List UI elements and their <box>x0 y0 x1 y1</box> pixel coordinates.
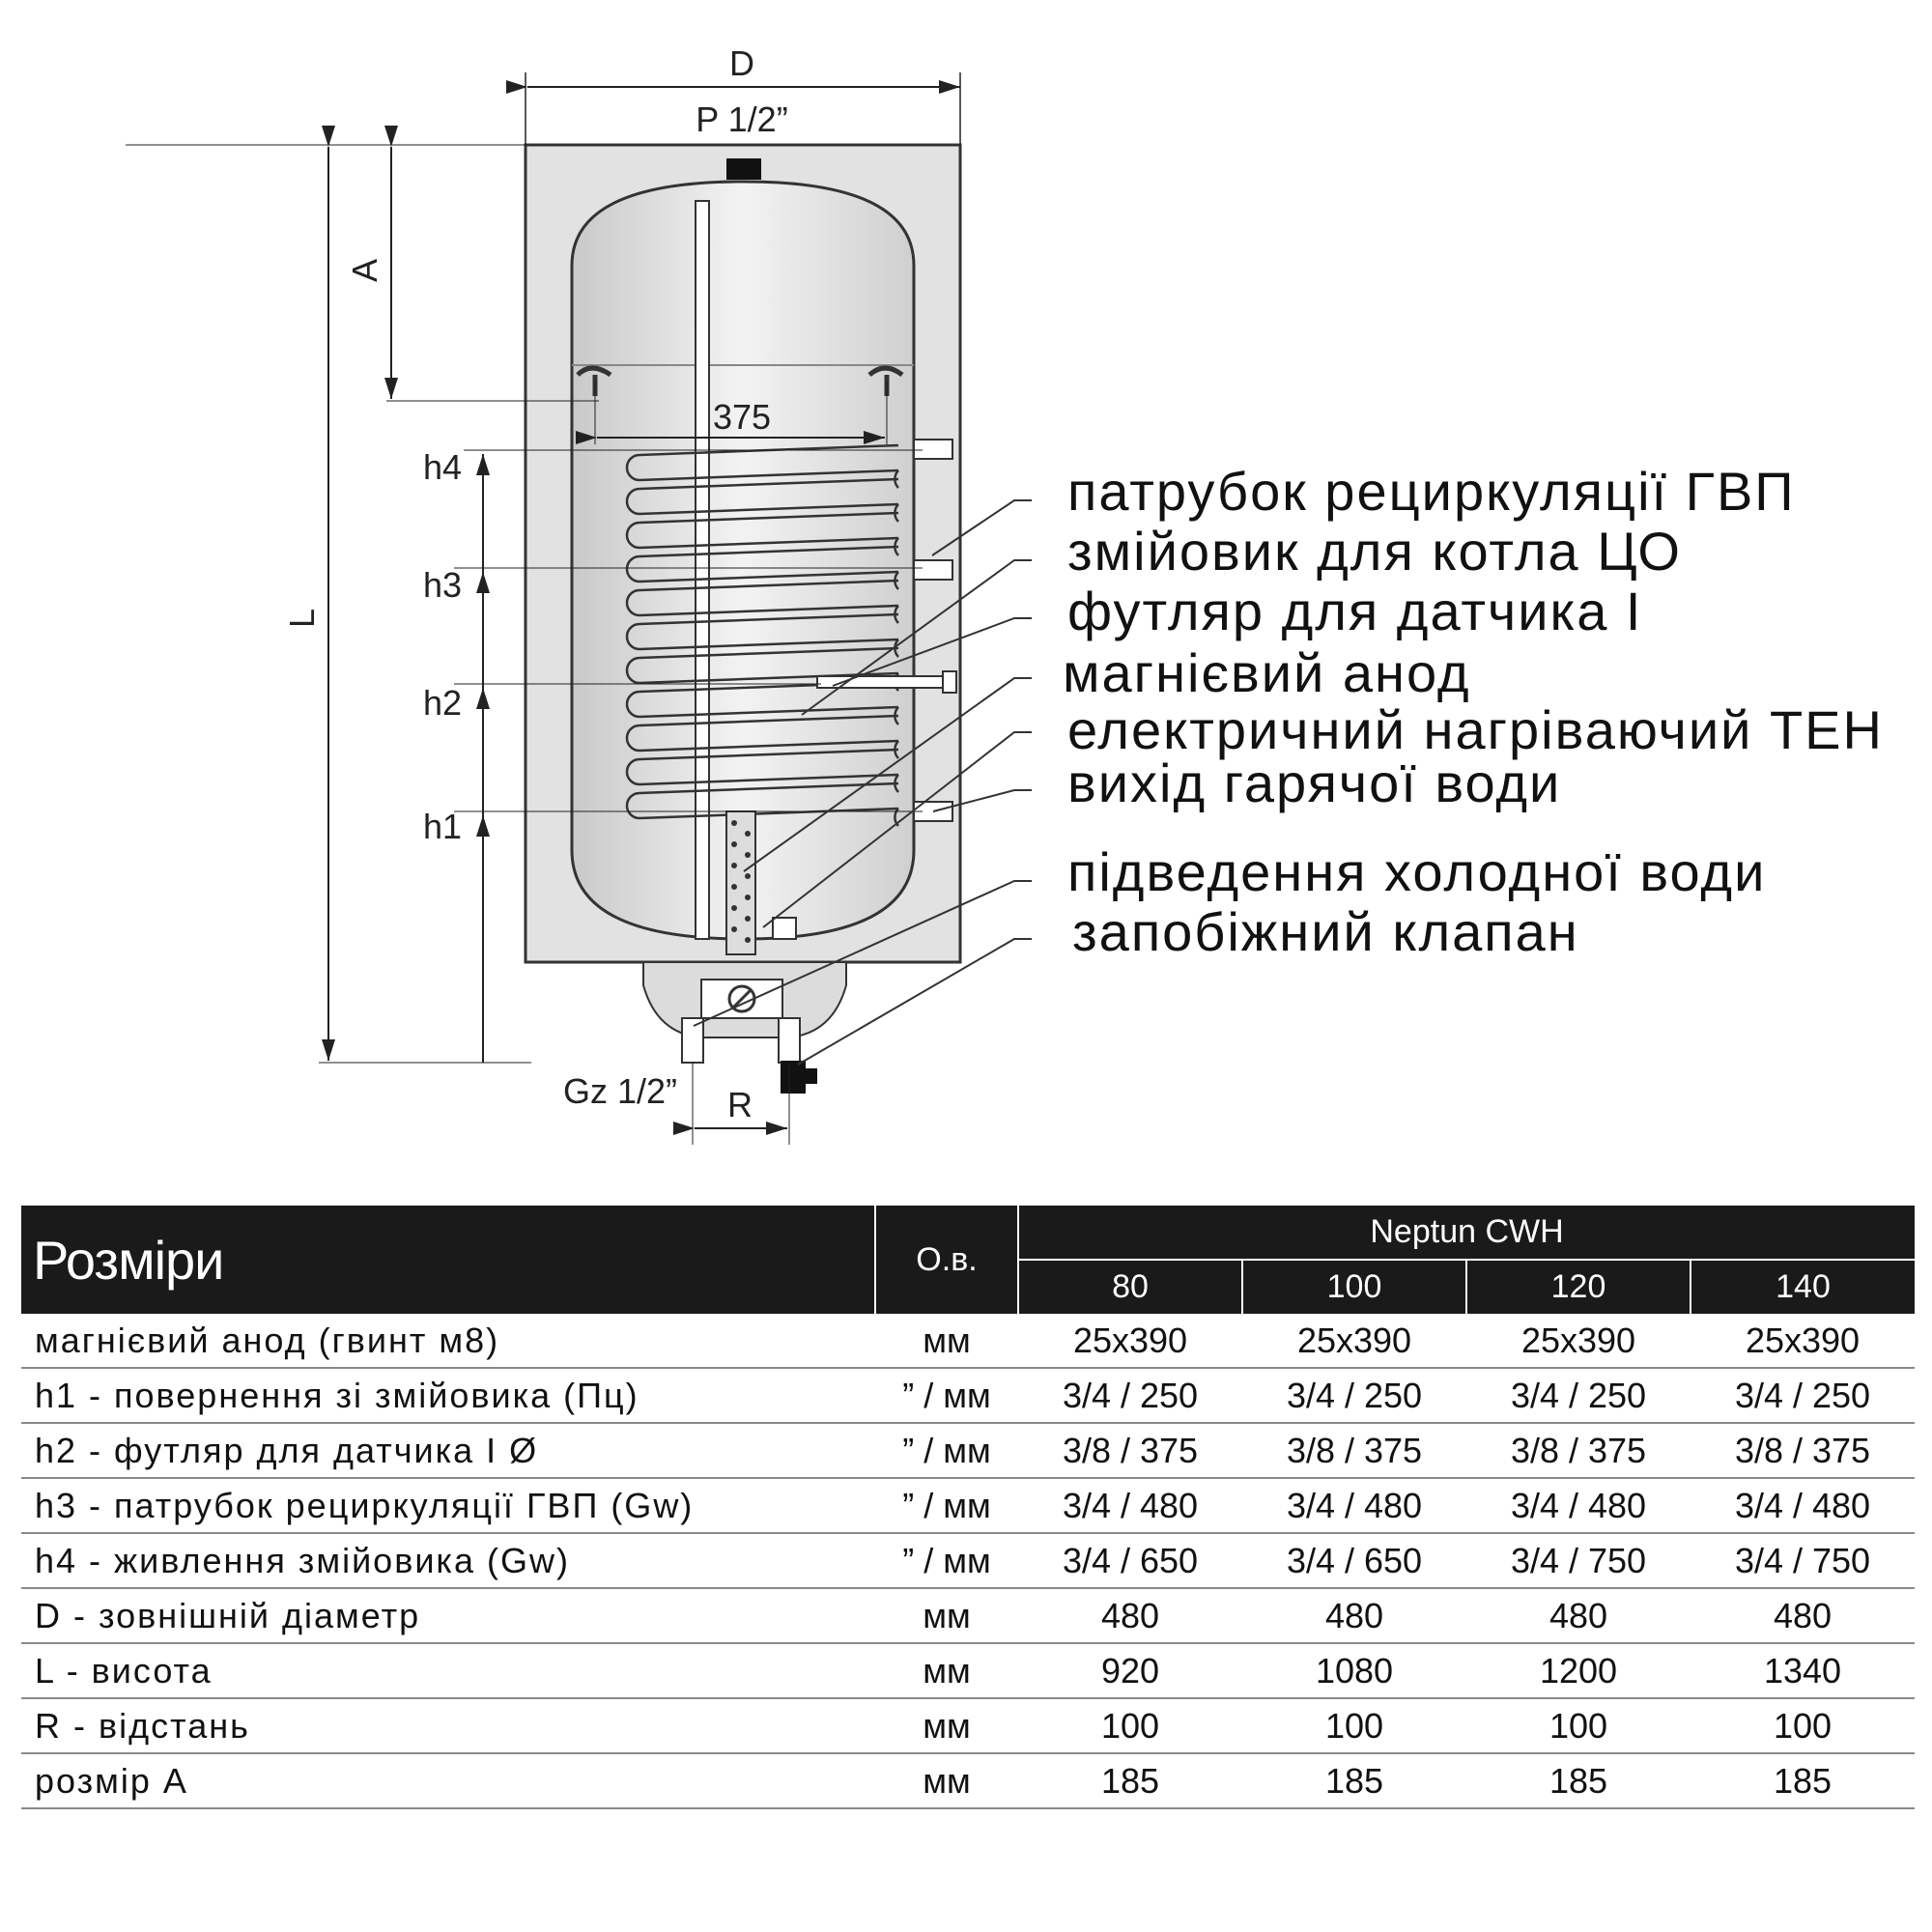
row-value: 3/4 / 650 <box>1242 1533 1466 1588</box>
row-value: 25x390 <box>1018 1314 1242 1368</box>
table-row <box>21 1368 1915 1423</box>
row-value: 480 <box>1690 1588 1915 1643</box>
dim-h2: h2 <box>422 683 463 723</box>
anode-rod <box>696 201 709 939</box>
row-value: 1340 <box>1690 1643 1915 1698</box>
dim-375: 375 <box>712 397 772 437</box>
row-label: розмір A <box>21 1753 875 1808</box>
row-value: 185 <box>1018 1753 1242 1808</box>
row-value: 100 <box>1018 1698 1242 1753</box>
row-unit: мм <box>875 1698 1018 1753</box>
heater-dot <box>745 937 751 943</box>
heater-flange <box>773 918 796 939</box>
row-value: 3/8 / 375 <box>1018 1423 1242 1478</box>
row-value: 3/4 / 250 <box>1018 1368 1242 1423</box>
row-value: 100 <box>1466 1698 1690 1753</box>
dim-L: L <box>282 608 322 629</box>
row-value: 3/8 / 375 <box>1690 1423 1915 1478</box>
dim-h1: h1 <box>422 807 463 846</box>
heater-dot <box>731 926 737 932</box>
callout-coil: змійовик для котла ЦО <box>1067 521 1682 582</box>
capacity-header: 80 <box>1018 1260 1242 1314</box>
row-value: 3/4 / 250 <box>1466 1368 1690 1423</box>
top-connector <box>726 158 761 180</box>
row-value: 3/4 / 480 <box>1466 1478 1690 1533</box>
row-unit: ” / мм <box>875 1368 1018 1423</box>
row-value: 920 <box>1018 1643 1242 1698</box>
heater-dot <box>731 884 737 890</box>
unit-header: O.в. <box>875 1206 1018 1314</box>
callout-recirculation: патрубок рециркуляції ГВП <box>1067 461 1796 522</box>
row-value: 3/4 / 750 <box>1466 1533 1690 1588</box>
cold-water-pipe <box>682 1018 703 1063</box>
row-label: L - висота <box>21 1643 875 1698</box>
table-row <box>21 1478 1915 1533</box>
dim-A: A <box>345 258 384 283</box>
electric-heater <box>726 811 755 954</box>
row-value: 1080 <box>1242 1643 1466 1698</box>
row-value: 1200 <box>1466 1643 1690 1698</box>
row-value: 3/8 / 375 <box>1466 1423 1690 1478</box>
row-unit: мм <box>875 1588 1018 1643</box>
dim-Gz: Gz 1/2” <box>562 1071 678 1111</box>
table-row <box>21 1753 1915 1808</box>
row-label: h3 - патрубок рециркуляції ГВП (Gw) <box>21 1478 875 1533</box>
row-value: 185 <box>1690 1753 1915 1808</box>
capacity-header: 120 <box>1466 1260 1690 1314</box>
heater-dot <box>731 863 737 868</box>
heater-dot <box>745 916 751 922</box>
row-value: 185 <box>1242 1753 1466 1808</box>
row-label: D - зовнішній діаметр <box>21 1588 875 1643</box>
row-value: 25x390 <box>1466 1314 1690 1368</box>
row-label: h4 - живлення змійовика (Gw) <box>21 1533 875 1588</box>
heater-dot <box>745 895 751 900</box>
table-row <box>21 1588 1915 1643</box>
dim-R: R <box>727 1085 753 1124</box>
row-unit: ” / мм <box>875 1533 1018 1588</box>
heater-dot <box>731 841 737 847</box>
row-unit: ” / мм <box>875 1423 1018 1478</box>
table-row <box>21 1533 1915 1588</box>
callout-anode: магнієвий анод <box>1063 642 1471 703</box>
row-value: 185 <box>1466 1753 1690 1808</box>
row-value: 3/4 / 250 <box>1690 1368 1915 1423</box>
callout-heater: електричний нагріваючий ТЕН <box>1067 699 1884 760</box>
row-label: R - відстань <box>21 1698 875 1753</box>
row-value: 3/4 / 250 <box>1242 1368 1466 1423</box>
row-value: 3/8 / 375 <box>1242 1423 1466 1478</box>
row-value: 3/4 / 750 <box>1690 1533 1915 1588</box>
row-label: h1 - повернення зі змійовика (Пц) <box>21 1368 875 1423</box>
row-unit: мм <box>875 1314 1018 1368</box>
row-label: h2 - футляр для датчика I Ø <box>21 1423 875 1478</box>
heater-dot <box>745 873 751 879</box>
capacity-header: 100 <box>1242 1260 1466 1314</box>
dim-P: P 1/2” <box>696 99 788 139</box>
heater-dot <box>745 831 751 837</box>
table-title: Розміри <box>21 1206 875 1314</box>
row-value: 100 <box>1242 1698 1466 1753</box>
callout-safety-valve: запобіжний клапан <box>1072 901 1579 962</box>
row-unit: ” / мм <box>875 1478 1018 1533</box>
table-row <box>21 1423 1915 1478</box>
row-value: 480 <box>1242 1588 1466 1643</box>
dim-D: D <box>729 43 754 83</box>
callout-hot-outlet: вихід гарячої води <box>1067 753 1562 813</box>
row-value: 3/4 / 480 <box>1690 1478 1915 1533</box>
table-row <box>21 1643 1915 1698</box>
row-value: 25x390 <box>1242 1314 1466 1368</box>
dim-h3: h3 <box>422 565 463 605</box>
sensor-sleeve <box>817 676 943 688</box>
outlet-pipe <box>779 1018 800 1063</box>
heater-dot <box>731 820 737 826</box>
dim-h4: h4 <box>422 447 463 487</box>
capacity-header: 140 <box>1690 1260 1915 1314</box>
row-value: 100 <box>1690 1698 1915 1753</box>
heater-dot <box>745 852 751 858</box>
row-value: 3/4 / 480 <box>1018 1478 1242 1533</box>
row-unit: мм <box>875 1753 1018 1808</box>
row-label: магнієвий анод (гвинт м8) <box>21 1314 875 1368</box>
row-value: 25x390 <box>1690 1314 1915 1368</box>
table-row <box>21 1698 1915 1753</box>
row-value: 480 <box>1466 1588 1690 1643</box>
heater-dot <box>731 905 737 911</box>
callout-cold-inlet: підведення холодної води <box>1067 841 1767 902</box>
model-header: Neptun CWH <box>1018 1206 1915 1260</box>
table-row <box>21 1314 1915 1368</box>
callout-sensor: футляр для датчика I <box>1067 581 1643 641</box>
safety-valve <box>781 1061 806 1094</box>
row-unit: мм <box>875 1643 1018 1698</box>
row-value: 3/4 / 650 <box>1018 1533 1242 1588</box>
dimensions-table <box>21 1206 1915 1809</box>
row-value: 480 <box>1018 1588 1242 1643</box>
row-value: 3/4 / 480 <box>1242 1478 1466 1533</box>
